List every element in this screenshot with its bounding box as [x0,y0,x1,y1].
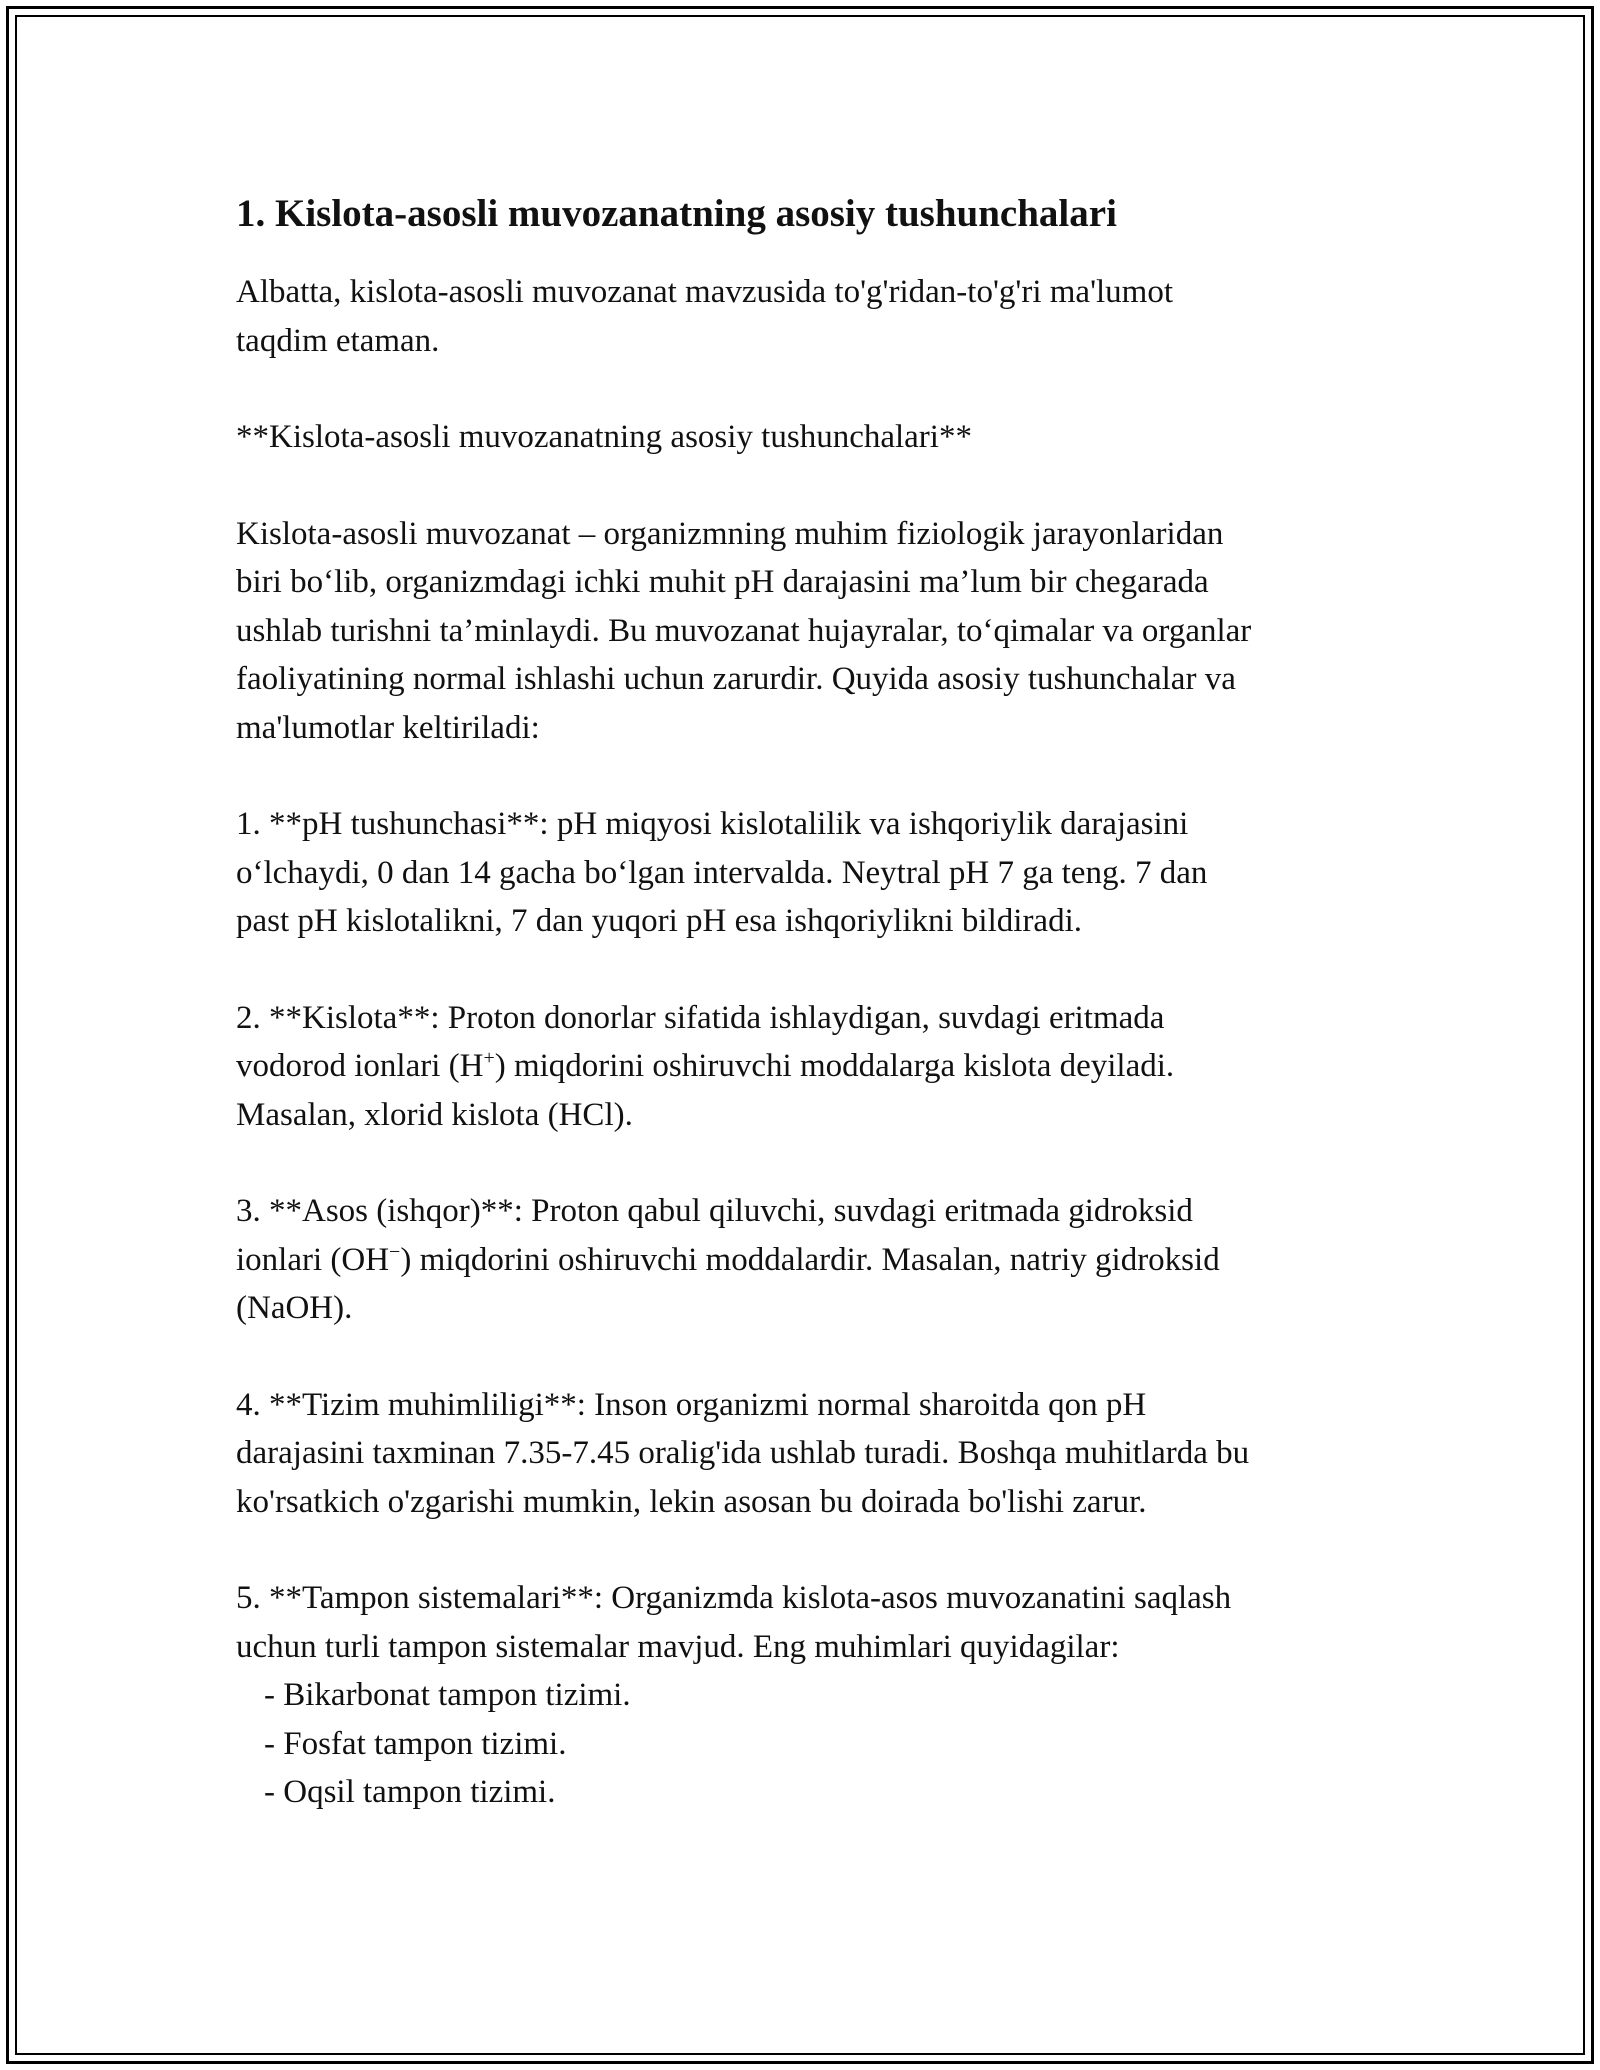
item-buffer-systems-text: 5. **Tampon sistemalari**: Organizmda kislota-asos muvozanatini saqlash uchun turli tampon sistemalar mavjud. Eng muhimlari quyidagilar: [236,1580,1232,1665]
intro-paragraph: Albatta, kislota-asosli muvozanat mavzusida to'g'ridan-to'g'ri ma'lumot taqdim etaman. [236,274,1174,359]
item-base-text-b: ) miqdorini oshiruvchi moddalardir. Masalan, natriy gidroksid (NaOH). [236,1241,1220,1326]
list-item: - Oqsil tampon tizimi. [264,1774,556,1810]
section-heading: 1. Kislota-asosli muvozanatning asosiy tushunchalari [236,192,1117,235]
overview-paragraph: Kislota-asosli muvozanat – organizmning muhim fiziologik jarayonlaridan biri bo‘lib, organizmdagi ichki muhit pH darajasini ma’lum bir chegarada ushlab turishni ta’minlaydi. Bu muvozanat hujayralar, to‘qimalar va organlar faoliyatining normal ishlashi uchun zarurdir. Quyida asosiy tushunchalar va ma'lumotlar keltiriladi: [236,515,1252,746]
item-base-text-a: 3. **Asos (ishqor)**: Proton qabul qiluvchi, suvdagi eritmada gidroksid ionlari (OH [236,1193,1193,1278]
list-item: - Bikarbonat tampon tizimi. [264,1677,631,1713]
hydrogen-charge-sup: + [483,1047,495,1069]
list-item: - Fosfat tampon tizimi. [264,1725,567,1762]
item-base [236,1187,1386,1333]
document-body [236,186,1386,1817]
item-acid-text-a: 2. **Kislota**: Proton donorlar sifatida ishlaydigan, suvdagi eritmada vodorod ionlari (H [236,999,1165,1084]
bold-title-paragraph: **Kislota-asosli muvozanatning asosiy tushunchalari** [236,419,972,455]
hydroxide-charge-sup: − [389,1240,401,1263]
item-buffer-systems [236,1574,1386,1817]
item-ph-concept: 1. **pH tushunchasi**: pH miqyosi kislotalilik va ishqoriylik darajasini o‘lchaydi, 0 dan 14 gacha bo‘lgan intervalda. Neytral pH 7 ga teng. 7 dan past pH kislotalikni, 7 dan yuqori pH esa ishqoriylikni bildiradi. [236,806,1208,939]
buffer-systems-list [236,1671,1386,1817]
item-system-importance: 4. **Tizim muhimliligi**: Inson organizmi normal sharoitda qon pH darajasini taxminan 7.35-7.45 oralig'ida ushlab turadi. Boshqa muhitlarda bu ko'rsatkich o'zgarishi mumkin, lekin asosan bu doirada bo'lishi zarur. [236,1386,1250,1520]
item-acid-text-b: ) miqdorini oshiruvchi moddalarga kislota deyiladi. Masalan, xlorid kislota (HCl). [236,1048,1175,1133]
item-acid [236,994,1386,1140]
